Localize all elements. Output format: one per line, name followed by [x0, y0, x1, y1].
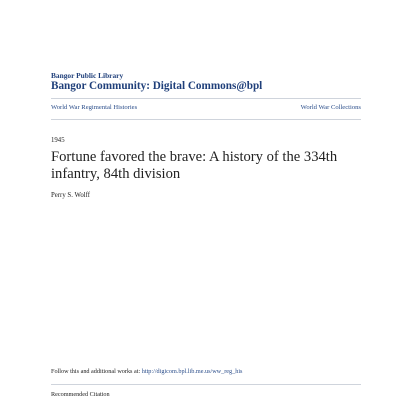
- footer-divider: [51, 384, 361, 385]
- document-author: Perry S. Wolff: [51, 192, 91, 199]
- library-name[interactable]: Bangor Public Library: [51, 71, 124, 80]
- collection-link-world-war-collections[interactable]: World War Collections: [300, 104, 361, 111]
- follow-link[interactable]: http://digicom.bpl.lib.me.us/ww_reg_his: [141, 368, 243, 375]
- collection-link-regimental-histories[interactable]: World War Regimental Histories: [51, 104, 138, 111]
- repository-header: [51, 71, 361, 93]
- header-divider-top: [51, 98, 361, 99]
- repository-name[interactable]: Bangor Community: Digital Commons@bpl: [51, 80, 263, 92]
- document-title: Fortune favored the brave: A history of the 334th infantry, 84th division: [51, 149, 338, 182]
- publication-year: 1945: [51, 137, 65, 144]
- follow-line: [51, 368, 242, 375]
- header-divider-bottom: [51, 119, 361, 120]
- recommended-citation-heading: Recommended Citation: [51, 391, 110, 398]
- follow-text: Follow this and additional works at:: [51, 368, 142, 375]
